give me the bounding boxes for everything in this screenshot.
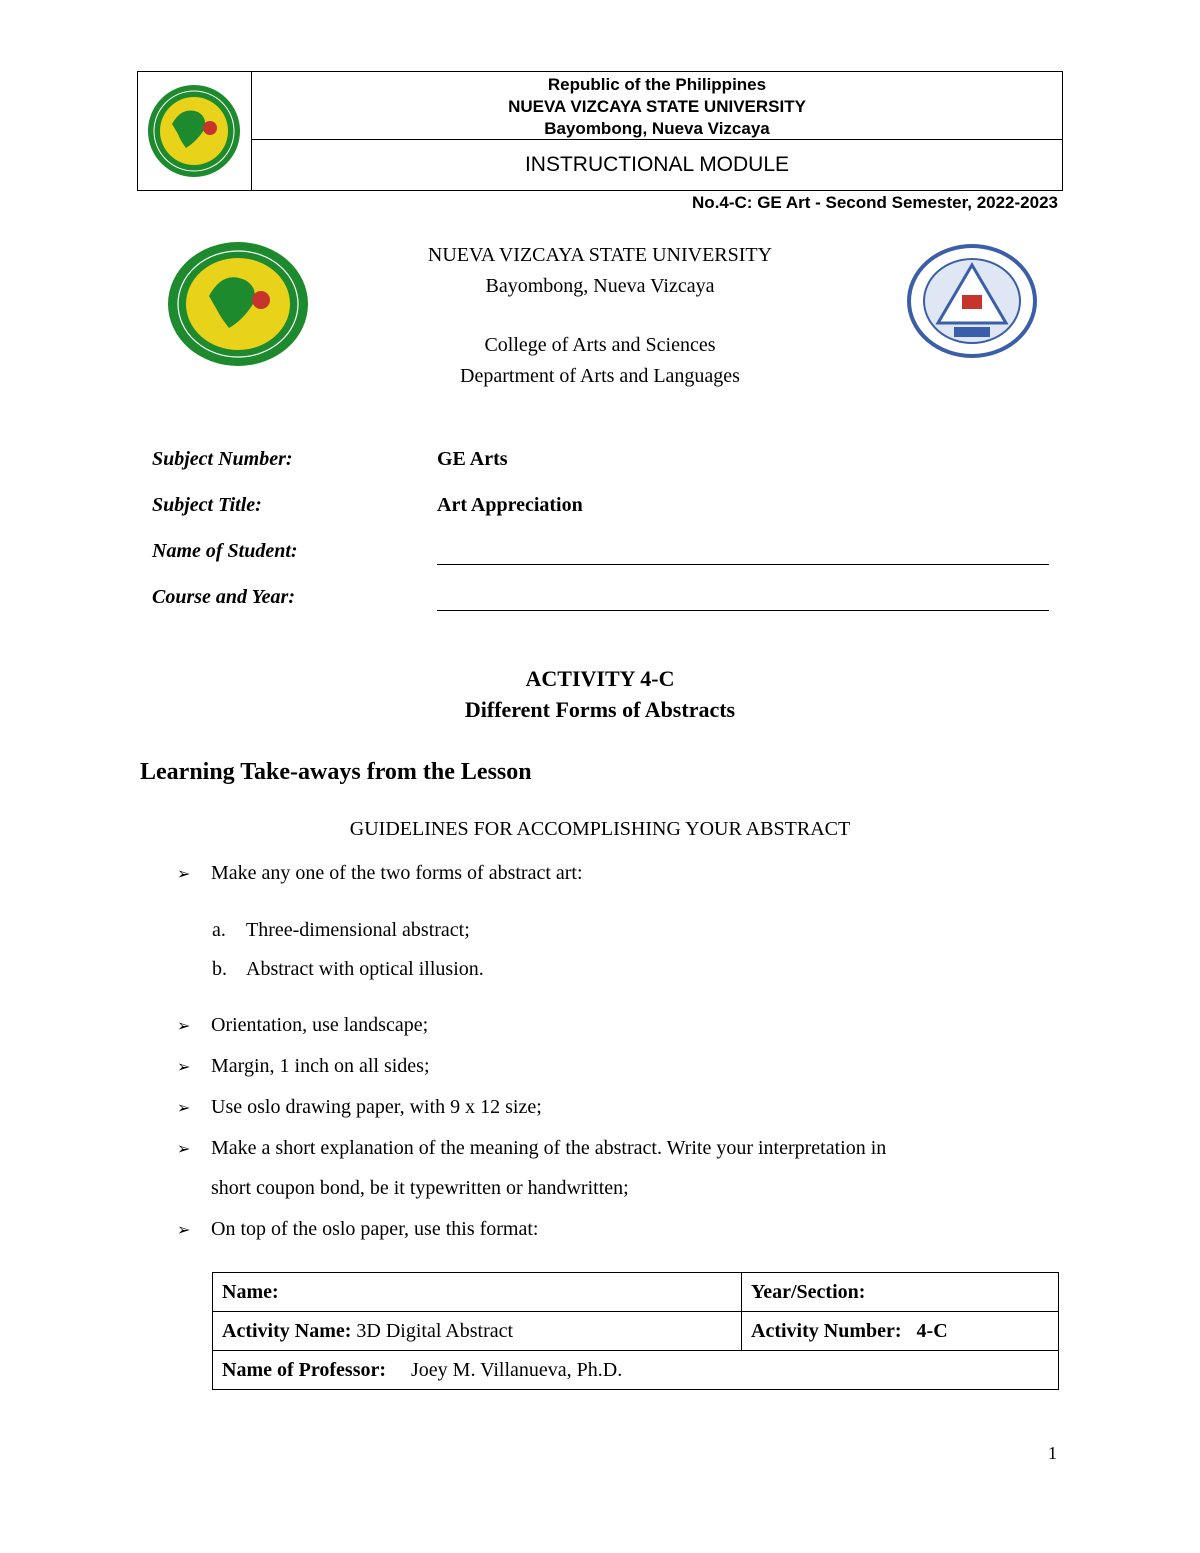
activity-number-label: Activity Number: — [751, 1319, 902, 1342]
year-section-label: Year/Section: — [751, 1280, 866, 1303]
header-university-line: NUEVA VIZCAYA STATE UNIVERSITY — [508, 97, 806, 116]
section-heading: Learning Take-aways from the Lesson — [140, 759, 532, 785]
module-header-table — [137, 71, 1063, 191]
paper-format-table — [212, 1272, 1059, 1390]
header-logo-cell — [138, 72, 252, 190]
subitem-text: Three-dimensional abstract; — [246, 919, 470, 941]
guidelines-heading: GUIDELINES FOR ACCOMPLISHING YOUR ABSTRACT — [349, 818, 851, 840]
subject-title-value: Art Appreciation — [437, 494, 583, 516]
guideline-item — [177, 1055, 430, 1078]
activity-title: Different Forms of Abstracts — [464, 697, 736, 722]
professor-value: Joey M. Villanueva, Ph.D. — [411, 1358, 623, 1381]
table-row — [213, 1351, 1059, 1390]
professor-label: Name of Professor: — [222, 1358, 387, 1381]
guideline-item — [177, 1218, 538, 1241]
guideline-item — [177, 1096, 542, 1119]
arrow-bullet-icon: ➢ — [177, 864, 191, 883]
course-year-label: Course and Year: — [152, 586, 295, 608]
module-number: No.4-C: GE Art - Second Semester, 2022-2023 — [692, 193, 1058, 212]
subject-title-label: Subject Title: — [152, 494, 262, 516]
year-section-cell — [742, 1273, 1059, 1312]
guideline-text-continued: short coupon bond, be it typewritten or handwritten; — [211, 1177, 629, 1199]
arrow-bullet-icon: ➢ — [177, 1220, 191, 1239]
arrow-bullet-icon: ➢ — [177, 1057, 191, 1076]
course-year-blank[interactable] — [437, 610, 1049, 611]
institution-name: NUEVA VIZCAYA STATE UNIVERSITY — [427, 244, 773, 266]
guideline-text: Use oslo drawing paper, with 9 x 12 size; — [211, 1096, 542, 1118]
subitem-text: Abstract with optical illusion. — [246, 958, 484, 980]
arrow-bullet-icon: ➢ — [177, 1098, 191, 1117]
guideline-text: Make any one of the two forms of abstract art: — [211, 862, 583, 884]
arrow-bullet-icon: ➢ — [177, 1139, 191, 1158]
nvsu-seal-small-icon — [138, 72, 250, 190]
page-number: 1 — [1048, 1443, 1057, 1463]
arrow-bullet-icon: ➢ — [177, 1016, 191, 1035]
guideline-text: Margin, 1 inch on all sides; — [211, 1055, 430, 1077]
subject-number-label: Subject Number: — [152, 448, 293, 470]
activity-number: ACTIVITY 4-C — [525, 666, 675, 691]
student-name-blank[interactable] — [437, 564, 1049, 565]
subitem-letter: a. — [212, 919, 226, 941]
institution-location: Bayombong, Nueva Vizcaya — [485, 275, 715, 297]
professor-cell — [213, 1351, 1059, 1390]
activity-number-value: 4-C — [916, 1319, 948, 1342]
header-university-cell — [252, 72, 1062, 140]
table-row — [213, 1312, 1059, 1351]
name-cell — [213, 1273, 742, 1312]
subitem-letter: b. — [212, 958, 227, 980]
guideline-text: Orientation, use landscape; — [211, 1014, 429, 1036]
guideline-item — [177, 1014, 428, 1037]
activity-name-value: 3D Digital Abstract — [356, 1319, 514, 1342]
header-republic-line: Republic of the Philippines — [547, 75, 767, 94]
header-location-line: Bayombong, Nueva Vizcaya — [544, 119, 770, 138]
guideline-subitem — [212, 958, 484, 981]
activity-number-cell — [742, 1312, 1059, 1351]
guideline-item — [177, 862, 583, 885]
department-name: Department of Arts and Languages — [460, 365, 740, 387]
guideline-text: Make a short explanation of the meaning of the abstract. Write your interpretation in — [211, 1137, 887, 1159]
student-name-label: Name of Student: — [152, 540, 298, 562]
activity-name-label: Activity Name: — [222, 1319, 352, 1342]
table-row — [213, 1273, 1059, 1312]
name-label: Name: — [222, 1280, 279, 1303]
guideline-text: On top of the oslo paper, use this format: — [211, 1218, 539, 1240]
subject-number-value: GE Arts — [437, 448, 508, 470]
header-module-title: INSTRUCTIONAL MODULE — [524, 153, 790, 176]
activity-name-cell — [213, 1312, 742, 1351]
guideline-subitem — [212, 919, 470, 942]
college-name: College of Arts and Sciences — [484, 334, 716, 356]
guideline-item — [177, 1137, 886, 1160]
